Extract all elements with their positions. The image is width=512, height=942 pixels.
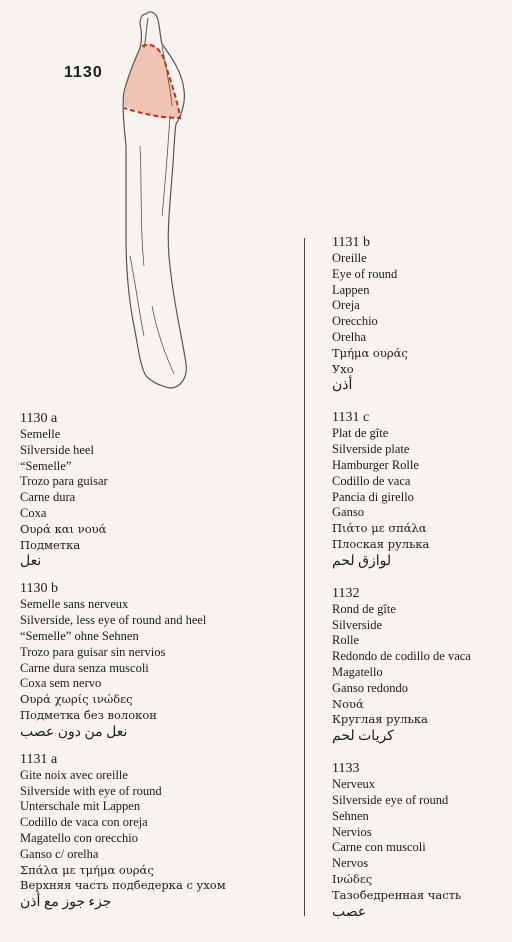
muscle-line: [144, 18, 148, 48]
cut-name-pt: Ganso: [332, 505, 364, 520]
muscle-line: [130, 256, 144, 336]
cut-name-en: Eye of round: [332, 266, 398, 281]
cut-name-ru: Подметка без волокон: [20, 707, 157, 722]
beef-hindquarter-illustration: [100, 6, 210, 396]
cut-name-fr: Semelle: [20, 427, 61, 441]
cut-name-ru: Подметка: [20, 537, 81, 552]
cut-name-it: Magatello con orecchio: [20, 830, 139, 845]
cut-name-it: Carne dura: [20, 490, 76, 505]
cut-name-gr: Ουρά και νουά: [20, 521, 107, 536]
cut-name-en: Silverside, less eye of round and heel: [20, 613, 207, 628]
cut-name-it: Magatello: [332, 664, 383, 679]
cut-code: 1132: [332, 585, 360, 601]
cut-name-de: Lappen: [332, 282, 370, 297]
cut-name-ar: كريات لحم: [332, 729, 394, 745]
cut-name-ru: Верхняя часть подбедерка с ухом: [20, 878, 226, 893]
left-column: [20, 410, 310, 921]
cut-name-es: Trozo para guisar: [20, 474, 108, 489]
cut-name-it: Carne con muscoli: [332, 840, 426, 855]
cut-code: 1131 c: [332, 410, 370, 426]
muscle-line: [152, 306, 174, 374]
cut-code: 1131 a: [20, 751, 58, 767]
cut-code: 1131 b: [332, 235, 370, 250]
cut-name-de: Hamburger Rolle: [332, 457, 419, 472]
cut-name-fr: Nerveux: [332, 777, 376, 792]
cut-name-en: Silverside heel: [20, 442, 94, 457]
cut-name-es: Redondo de codillo de vaca: [332, 649, 471, 664]
muscle-line: [140, 146, 144, 266]
cut-name-gr: Τμήμα ουράς: [332, 345, 408, 360]
cut-code: 1130 b: [20, 581, 58, 597]
cut-name-fr: Semelle sans nerveux: [20, 597, 129, 612]
cut-name-es: Trozo para guisar sin nervios: [20, 644, 166, 659]
cut-name-fr: Plat de gîte: [332, 426, 389, 441]
cut-entry: [20, 751, 310, 912]
cut-name-gr: Ουρά χωρίς ινώδες: [20, 692, 133, 707]
cut-name-pt: Nervos: [332, 856, 369, 871]
cut-entry: [332, 760, 510, 921]
cut-name-gr: Ινώδες: [332, 871, 373, 886]
cut-name-ar: جزء جوز مع أذن: [20, 895, 112, 911]
cut-entry: [332, 409, 510, 570]
cut-name-es: Codillo de vaca con oreja: [20, 815, 148, 830]
cut-name-pt: Ganso redondo: [332, 680, 409, 695]
cut-name-fr: Gite noix avec oreille: [20, 767, 128, 782]
cut-name-pt: Orelha: [332, 329, 367, 344]
cut-entry: [20, 580, 310, 741]
cut-name-en: Silverside with eye of round: [20, 783, 162, 798]
cut-name-it: Pancia di girello: [332, 489, 414, 504]
cut-name-de: “Semelle” ohne Sehnen: [20, 628, 139, 643]
muscle-line: [162, 116, 170, 216]
cut-name-gr: Σπάλα με τμήμα ουράς: [20, 862, 154, 877]
cut-name-ar: نعل من دون عصب: [20, 724, 128, 740]
cut-name-it: Orecchio: [332, 314, 378, 329]
cut-name-pt: Coxa sem nervo: [20, 676, 102, 691]
cut-name-ar: لوازق لحم: [332, 553, 392, 569]
cut-name-de: “Semelle”: [20, 458, 72, 473]
cut-name-en: Silverside plate: [332, 442, 410, 457]
cut-name-ru: Круглая рулька: [332, 712, 428, 727]
cut-name-ar: نعل: [20, 554, 42, 570]
cut-name-de: Sehnen: [332, 808, 369, 823]
cut-name-pt: Ganso c/ orelha: [20, 846, 99, 861]
cut-name-en: Silverside: [332, 617, 382, 632]
cut-name-fr: Oreille: [332, 251, 367, 265]
cut-entry: [332, 585, 510, 746]
cut-entry: [20, 410, 310, 571]
cut-name-es: Codillo de vaca: [332, 473, 411, 488]
cut-name-it: Carne dura senza muscoli: [20, 660, 149, 675]
cut-name-ru: Тазобедренная часть: [332, 887, 462, 902]
cut-code: 1130 a: [20, 411, 58, 426]
cut-entry: [332, 234, 510, 395]
cut-name-fr: Rond de gîte: [332, 601, 396, 616]
cut-name-gr: Νουά: [332, 696, 364, 711]
cut-name-gr: Πιάτο με σπάλα: [332, 521, 427, 536]
figure-label: 1130: [64, 64, 103, 81]
cut-name-es: Nervios: [332, 824, 372, 839]
cut-name-pt: Coxa: [20, 505, 47, 520]
cut-name-ar: عصب: [332, 904, 367, 920]
cut-name-ru: Плоская рулька: [332, 536, 430, 551]
cut-name-en: Silverside eye of round: [332, 792, 449, 807]
cut-name-ru: Ухо: [332, 361, 354, 376]
cut-name-ar: أذن: [332, 378, 353, 394]
cut-name-de: Unterschale mit Lappen: [20, 799, 141, 814]
cut-code: 1133: [332, 761, 360, 777]
cut-name-de: Rolle: [332, 633, 360, 648]
right-column: [332, 234, 510, 936]
cut-name-es: Oreja: [332, 298, 360, 313]
